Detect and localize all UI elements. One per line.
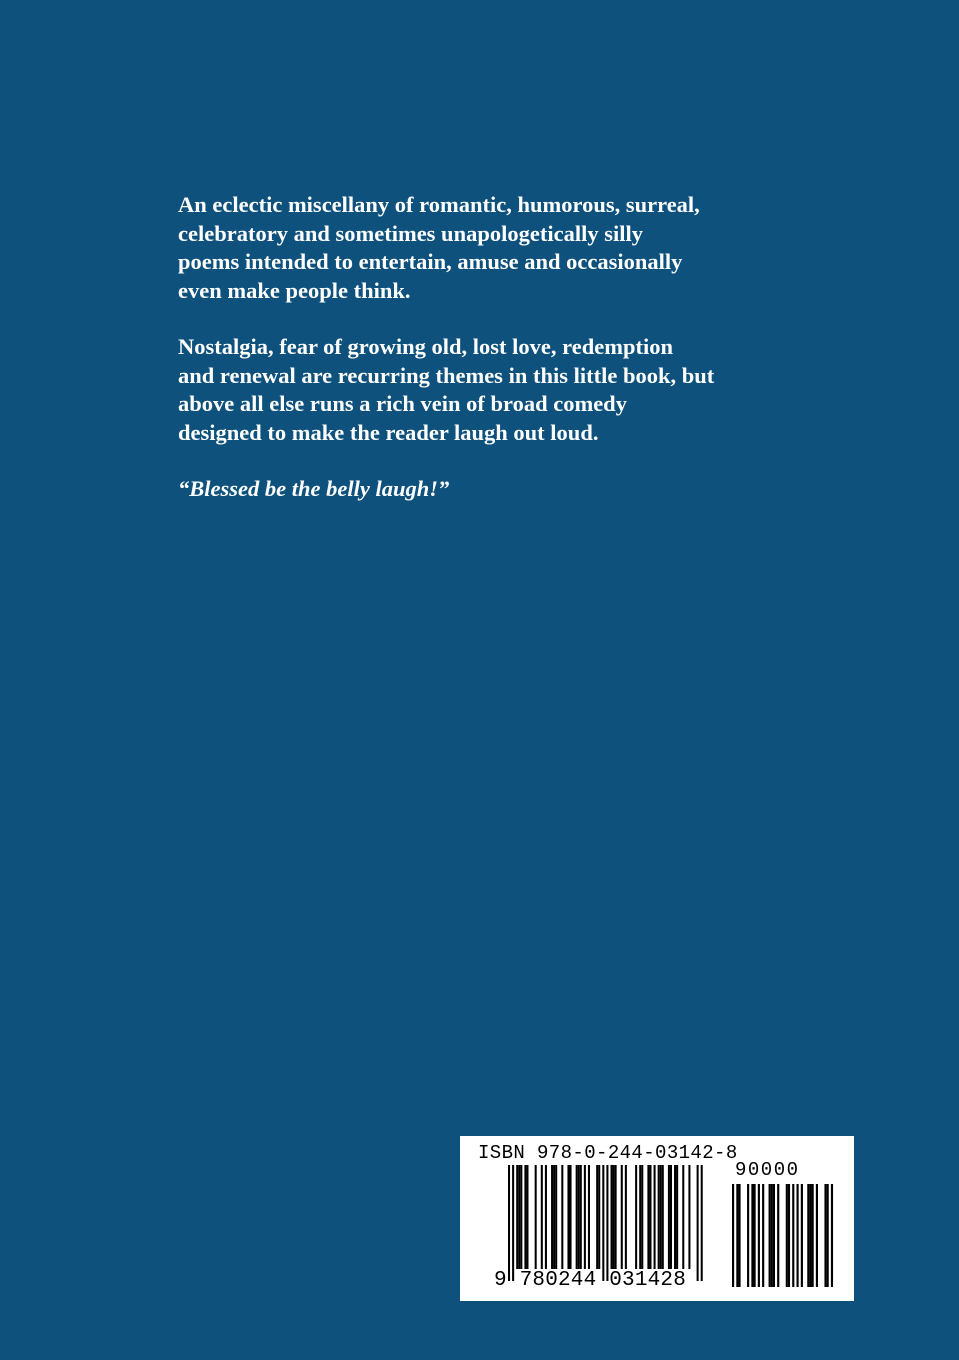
ean-barcode-bar — [654, 1165, 656, 1269]
addon-barcode-bar — [792, 1184, 794, 1287]
ean-barcode-bar — [674, 1165, 676, 1269]
blurb — [178, 191, 778, 504]
ean-barcode-bar — [541, 1165, 543, 1269]
ean-barcode-bar — [518, 1165, 520, 1269]
addon-barcode-bar — [827, 1184, 829, 1287]
barcode-label — [460, 1136, 854, 1301]
addon-barcode-bar — [816, 1184, 818, 1287]
addon-barcode-bar — [831, 1184, 833, 1287]
blurb-paragraph-2: Nostalgia, fear of growing old, lost love, redemption and renewal are recurring themes in this little book, but above all else runs a rich vein of broad comedy designed to make the reader laugh out loud. — [178, 334, 715, 445]
ean-barcode-bar — [580, 1165, 582, 1269]
blurb-paragraph-1: An eclectic miscellany of romantic, humorous, surreal, celebratory and sometimes unapologetically silly poems intended to entertain, amuse and occasionally even make people think. — [178, 192, 700, 303]
ean-barcode-bar — [588, 1165, 590, 1269]
addon-barcode-bar — [788, 1184, 790, 1287]
ean-barcode-bar — [639, 1165, 641, 1269]
addon-barcode-bar — [736, 1184, 738, 1287]
ean-barcode-bar — [649, 1165, 651, 1269]
addon-barcode-bar — [751, 1184, 753, 1287]
addon-barcode-bar — [747, 1184, 749, 1287]
ean-barcode-bar — [641, 1165, 643, 1269]
addon-barcode-bar — [807, 1184, 809, 1287]
addon-barcode-bar — [797, 1184, 799, 1287]
ean-barcode-bar — [526, 1165, 528, 1269]
ean-barcode-bar — [688, 1165, 690, 1269]
ean-barcode-bar — [553, 1165, 555, 1269]
ean-barcode-bar — [524, 1165, 526, 1269]
ean-barcode-bar — [598, 1165, 600, 1269]
ean-barcode-guard-bar — [602, 1165, 604, 1281]
addon-barcode-bar — [758, 1184, 760, 1287]
addon-barcode-bar — [809, 1184, 811, 1287]
ean-barcode-bar — [555, 1165, 557, 1269]
ean-barcode-bar — [635, 1165, 637, 1269]
ean-barcode-bar — [596, 1165, 598, 1269]
ean-barcode-bar — [662, 1165, 664, 1269]
ean-barcode-bar — [670, 1165, 672, 1269]
price-addon-digits: 90000 — [735, 1159, 800, 1181]
ean-barcode-bar — [676, 1165, 678, 1269]
addon-barcode-bar — [762, 1184, 764, 1287]
addon-barcode-bar — [773, 1184, 775, 1287]
ean-barcode-bar — [520, 1165, 522, 1269]
ean-barcode-bar — [660, 1165, 662, 1269]
ean-barcode-bar — [535, 1165, 537, 1269]
addon-barcode-bar — [786, 1184, 788, 1287]
ean-barcode-bar — [584, 1165, 586, 1269]
ean-barcode-bar — [570, 1165, 572, 1269]
ean-barcode-guard-bar — [512, 1165, 514, 1281]
addon-barcode-bar — [754, 1184, 756, 1287]
ean-barcode-bar — [682, 1165, 684, 1269]
ean-barcode-bar — [561, 1165, 563, 1269]
ean-barcode-bar — [611, 1165, 613, 1269]
ean-barcode-bar — [567, 1165, 569, 1269]
ean-barcode-bar — [625, 1165, 627, 1269]
addon-barcode-bar — [732, 1184, 734, 1287]
blurb-quote: “Blessed be the belly laugh!” — [178, 476, 450, 501]
ean-barcode-bar — [545, 1165, 547, 1269]
isbn-number: ISBN 978-0-244-03142-8 — [478, 1142, 738, 1164]
ean-barcode-bar — [551, 1165, 553, 1269]
addon-barcode-bar — [824, 1184, 826, 1287]
addon-barcode-bar — [777, 1184, 779, 1287]
ean-barcode-bar — [647, 1165, 649, 1269]
ean-barcode-guard-bar — [701, 1165, 703, 1281]
ean-barcode-guard-bar — [508, 1165, 510, 1281]
ean-barcode-bar — [615, 1165, 617, 1269]
addon-barcode-bar — [738, 1184, 740, 1287]
addon-barcode-bar — [769, 1184, 771, 1287]
ean-barcode-bar — [621, 1165, 623, 1269]
ean-barcode-bar — [578, 1165, 580, 1269]
ean-barcode-guard-bar — [606, 1165, 608, 1281]
ean-barcode-bar — [668, 1165, 670, 1269]
ean-barcode-guard-bar — [697, 1165, 699, 1281]
addon-barcode-bar — [771, 1184, 773, 1287]
addon-barcode-bar — [801, 1184, 803, 1287]
ean-barcode-bar — [576, 1165, 578, 1269]
ean-barcode-bar — [613, 1165, 615, 1269]
addon-barcode-bar — [812, 1184, 814, 1287]
ean-barcode-bar — [658, 1165, 660, 1269]
ean-barcode-bar — [516, 1165, 518, 1269]
ean-digits: 9 780244 031428 — [494, 1269, 687, 1292]
